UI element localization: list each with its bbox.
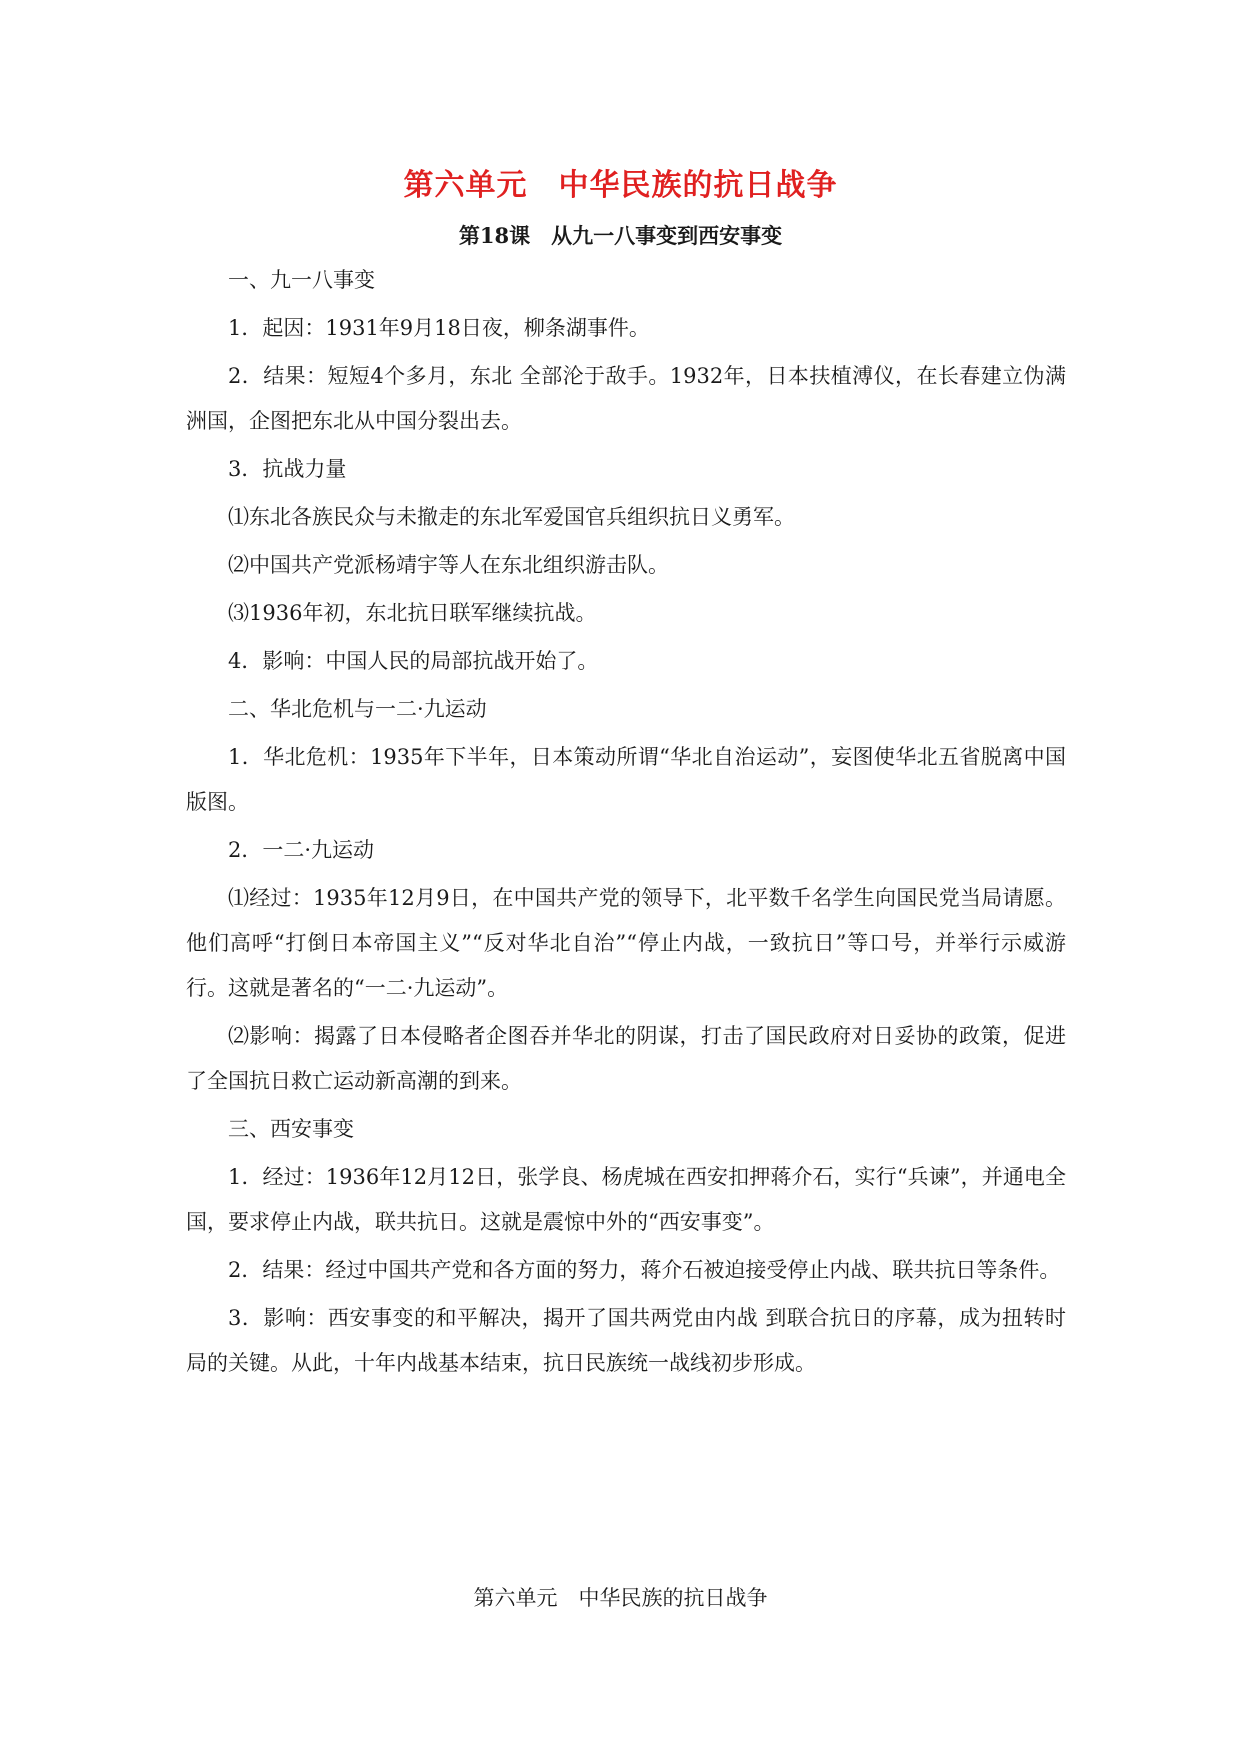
paragraph-129-heading: 2．一二·九运动 [228, 838, 375, 862]
paragraph-north-china-crisis: 1．华北危机：1935年下半年，日本策动所谓“华北自治运动”，妄图使华北五省脱离中国版图。 [186, 745, 1066, 814]
section-heading-1: 一、九一八事变 [228, 268, 375, 292]
paragraph-cause: 1．起因：1931年9月18日夜，柳条湖事件。 [228, 316, 650, 340]
paragraph-result: 2．结果：短短4个多月，东北 全部沦于敌手。1932年，日本扶植溥仪，在长春建立伪满洲国，企图把东北从中国分裂出去。 [186, 364, 1066, 433]
section-heading-2: 二、华北危机与一二·九运动 [228, 697, 487, 721]
section-heading-3: 三、西安事变 [228, 1117, 354, 1141]
paragraph-129-process: ⑴经过：1935年12月9日，在中国共产党的领导下，北平数千名学生向国民党当局请愿。他们高呼“打倒日本帝国主义”“反对华北自治”“停止内战，一致抗日”等口号，并举行示威游行。这就是著名的“一二·九运动”。 [186, 886, 1066, 1000]
paragraph-force-1: ⑴东北各族民众与未撤走的东北军爱国官兵组织抗日义勇军。 [228, 505, 795, 529]
paragraph-force-3: ⑶1936年初，东北抗日联军继续抗战。 [228, 601, 597, 625]
paragraph-xian-process: 1．经过：1936年12月12日，张学良、杨虎城在西安扣押蒋介石，实行“兵谏”，并通电全国，要求停止内战，联共抗日。这就是震惊中外的“西安事变”。 [186, 1165, 1066, 1234]
unit-title: 第六单元 中华民族的抗日战争 [403, 168, 838, 203]
paragraph-xian-impact: 3．影响：西安事变的和平解决，揭开了国共两党由内战 到联合抗日的序幕，成为扭转时局的关键。从此，十年内战基本结束，抗日民族统一战线初步形成。 [186, 1306, 1066, 1375]
paragraph-129-impact: ⑵影响：揭露了日本侵略者企图吞并华北的阴谋，打击了国民政府对日妥协的政策，促进了全国抗日救亡运动新高潮的到来。 [186, 1024, 1066, 1093]
paragraph-impact: 4．影响：中国人民的局部抗战开始了。 [228, 649, 599, 673]
paragraph-forces-heading: 3．抗战力量 [228, 457, 347, 481]
paragraph-force-2: ⑵中国共产党派杨靖宇等人在东北组织游击队。 [228, 553, 669, 577]
page-footer: 第六单元 中华民族的抗日战争 [473, 1586, 768, 1610]
lesson-body [186, 258, 1066, 1389]
paragraph-xian-result: 2．结果：经过中国共产党和各方面的努力，蒋介石被迫接受停止内战、联共抗日等条件。 [228, 1258, 1061, 1282]
lesson-title: 第18课 从九一八事变到西安事变 [458, 223, 783, 248]
